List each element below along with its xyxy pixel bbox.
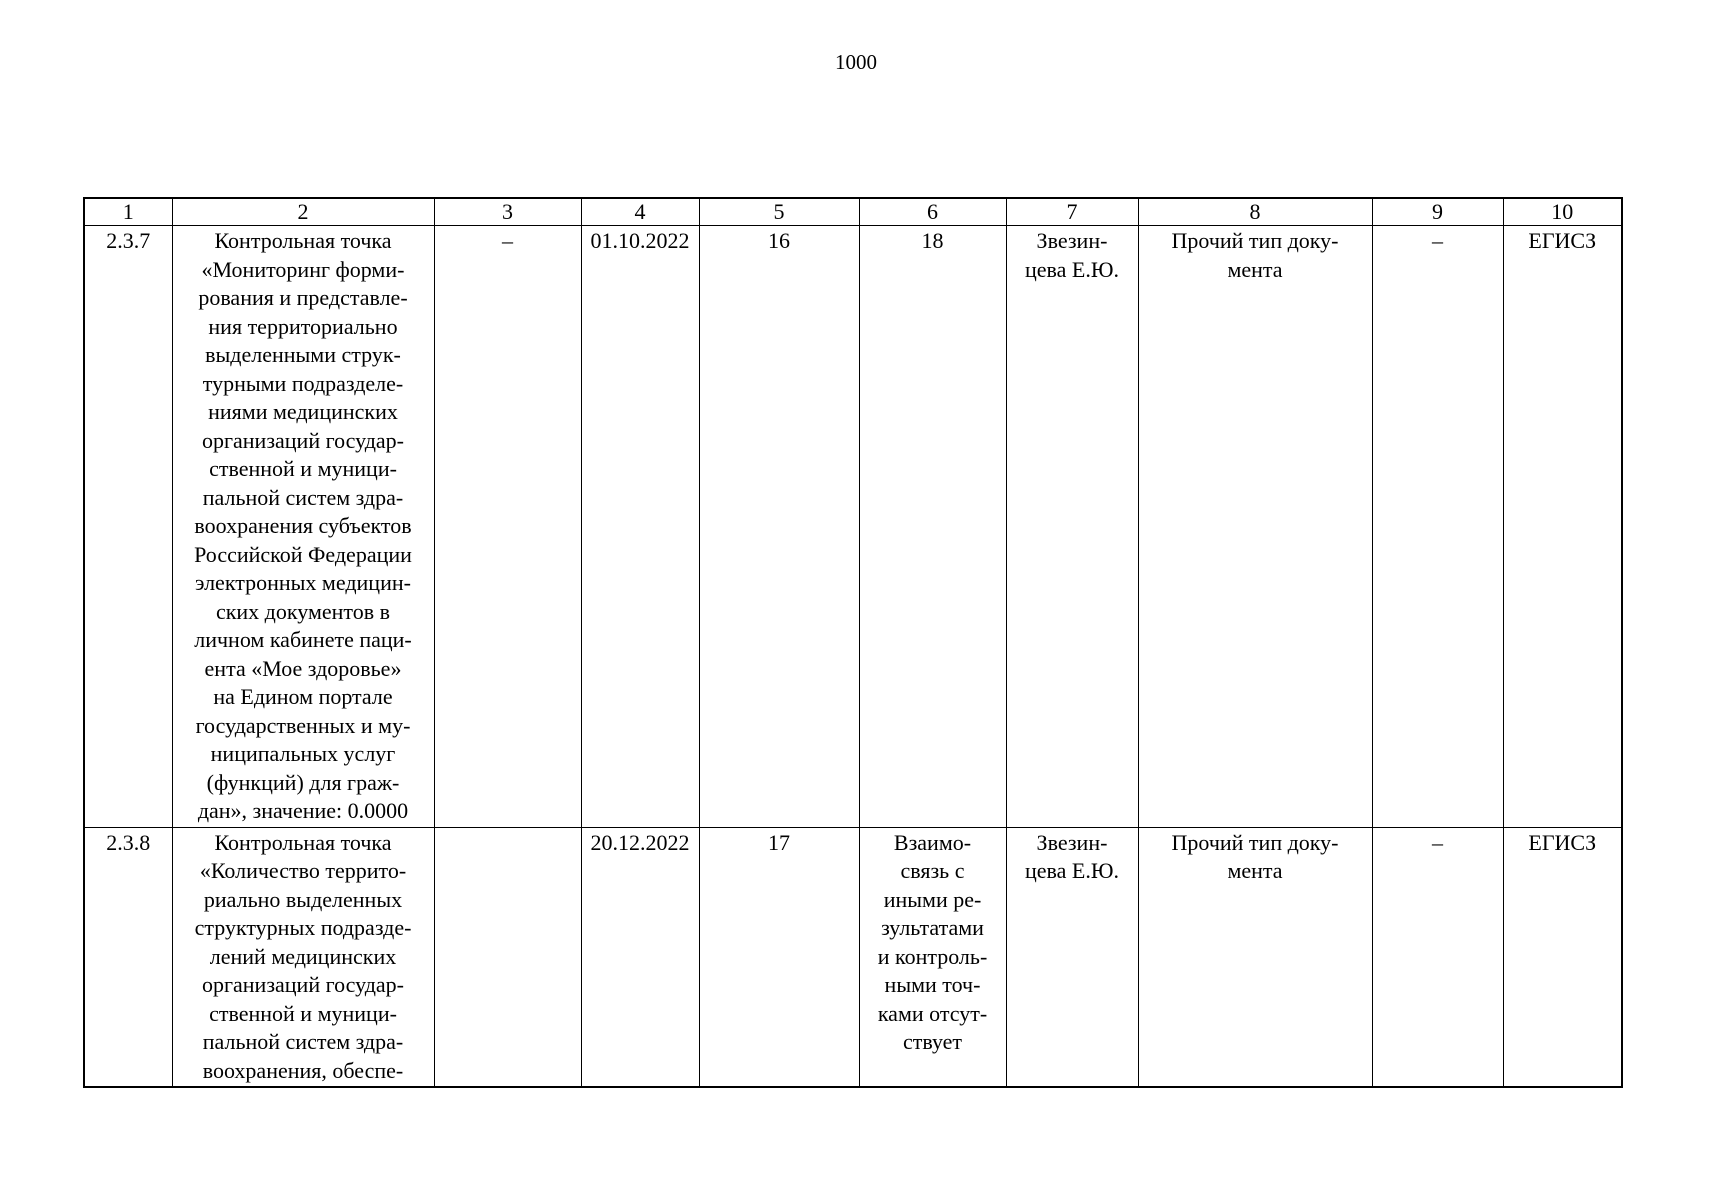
description-line: лений медицинских	[209, 943, 397, 969]
description-line: ента «Мое здоровье»	[204, 655, 402, 681]
column-9-cell: –	[1372, 226, 1503, 828]
description-line: дан», значение: 0.0000	[197, 798, 409, 823]
description-cell	[172, 827, 434, 1087]
description-line: ниями медицинских	[208, 399, 398, 424]
system-cell: ЕГИСЗ	[1503, 226, 1622, 828]
description-line: пальной систем здра-	[202, 1029, 404, 1054]
column-header: 3	[434, 198, 581, 226]
document-type-line: Прочий тип доку-	[1171, 228, 1339, 253]
column-header: 6	[859, 198, 1006, 226]
description-line: ния территориально	[208, 313, 398, 339]
column-3-cell: –	[434, 226, 581, 828]
description-line: Российской Федерации	[194, 541, 412, 567]
description-line: (функций) для граж-	[206, 769, 400, 795]
description-line: ниципальных услуг	[210, 741, 396, 766]
column-6-line: ствует	[902, 1029, 963, 1054]
description-cell	[172, 226, 434, 828]
document-type-cell	[1138, 827, 1372, 1087]
row-number-cell: 2.3.8	[84, 827, 172, 1087]
column-header: 5	[699, 198, 859, 226]
column-6-line: ками отсут-	[877, 1000, 988, 1026]
description-line: структурных подразде-	[194, 915, 412, 940]
row-number-cell: 2.3.7	[84, 226, 172, 828]
description-line: риально выделенных	[203, 886, 403, 912]
description-line: личном кабинете паци-	[194, 627, 412, 652]
document-type-line: мента	[1227, 858, 1283, 883]
column-header: 4	[581, 198, 699, 226]
column-3-cell	[434, 827, 581, 1087]
description-line: турными подразделе-	[202, 370, 404, 396]
column-header: 2	[172, 198, 434, 226]
document-type-line: Прочий тип доку-	[1171, 829, 1339, 855]
description-line: электронных медицин-	[195, 570, 411, 595]
column-header: 1	[84, 198, 172, 226]
table-row	[84, 827, 1622, 1087]
column-6-line: ными точ-	[884, 972, 981, 997]
column-6-line: связь с	[900, 858, 965, 883]
column-header: 9	[1372, 198, 1503, 226]
description-line: «Мониторинг форми-	[201, 256, 405, 282]
table-row	[84, 226, 1622, 828]
responsible-line: Звезин-	[1036, 228, 1108, 253]
column-header: 7	[1006, 198, 1138, 226]
responsible-cell	[1006, 827, 1138, 1087]
description-line: пальной систем здра-	[202, 484, 404, 510]
system-cell: ЕГИСЗ	[1503, 827, 1622, 1087]
description-line: рования и представле-	[198, 285, 408, 310]
column-header: 10	[1503, 198, 1622, 226]
description-line: выделенными струк-	[205, 342, 401, 367]
date-cell: 20.12.2022	[581, 827, 699, 1087]
document-type-cell	[1138, 226, 1372, 828]
column-6-cell	[859, 827, 1006, 1087]
column-6-cell	[859, 226, 1006, 828]
column-number-row	[84, 198, 1622, 226]
description-line: организаций государ-	[201, 972, 404, 997]
column-header: 8	[1138, 198, 1372, 226]
date-cell: 01.10.2022	[581, 226, 699, 828]
column-5-cell: 16	[699, 226, 859, 828]
description-line: Контрольная точка	[214, 228, 392, 253]
description-line: «Количество террито-	[199, 858, 407, 883]
responsible-cell	[1006, 226, 1138, 828]
page-number: 1000	[835, 50, 877, 74]
responsible-line: Звезин-	[1036, 829, 1108, 855]
column-6-line: иными ре-	[883, 886, 982, 912]
column-6-line: 18	[921, 228, 944, 253]
column-6-line: Взаимо-	[893, 829, 972, 855]
description-line: воохранения, обеспе-	[202, 1057, 404, 1083]
description-line: ственной и муници-	[209, 456, 397, 481]
document-type-line: мента	[1227, 256, 1283, 282]
column-9-cell: –	[1372, 827, 1503, 1087]
responsible-line: цева Е.Ю.	[1025, 858, 1119, 883]
column-5-cell: 17	[699, 827, 859, 1087]
description-line: ских документов в	[215, 598, 391, 624]
column-6-line: зультатами	[881, 915, 984, 940]
description-line: государственных и му-	[195, 712, 411, 738]
plan-table	[83, 197, 1623, 1088]
description-line: ственной и муници-	[209, 1000, 397, 1026]
description-line: воохранения субъектов	[194, 513, 412, 538]
description-line: Контрольная точка	[214, 829, 392, 855]
responsible-line: цева Е.Ю.	[1025, 256, 1119, 282]
description-line: на Едином портале	[213, 684, 393, 709]
column-6-line: и контроль-	[877, 943, 988, 969]
description-line: организаций государ-	[201, 427, 404, 453]
